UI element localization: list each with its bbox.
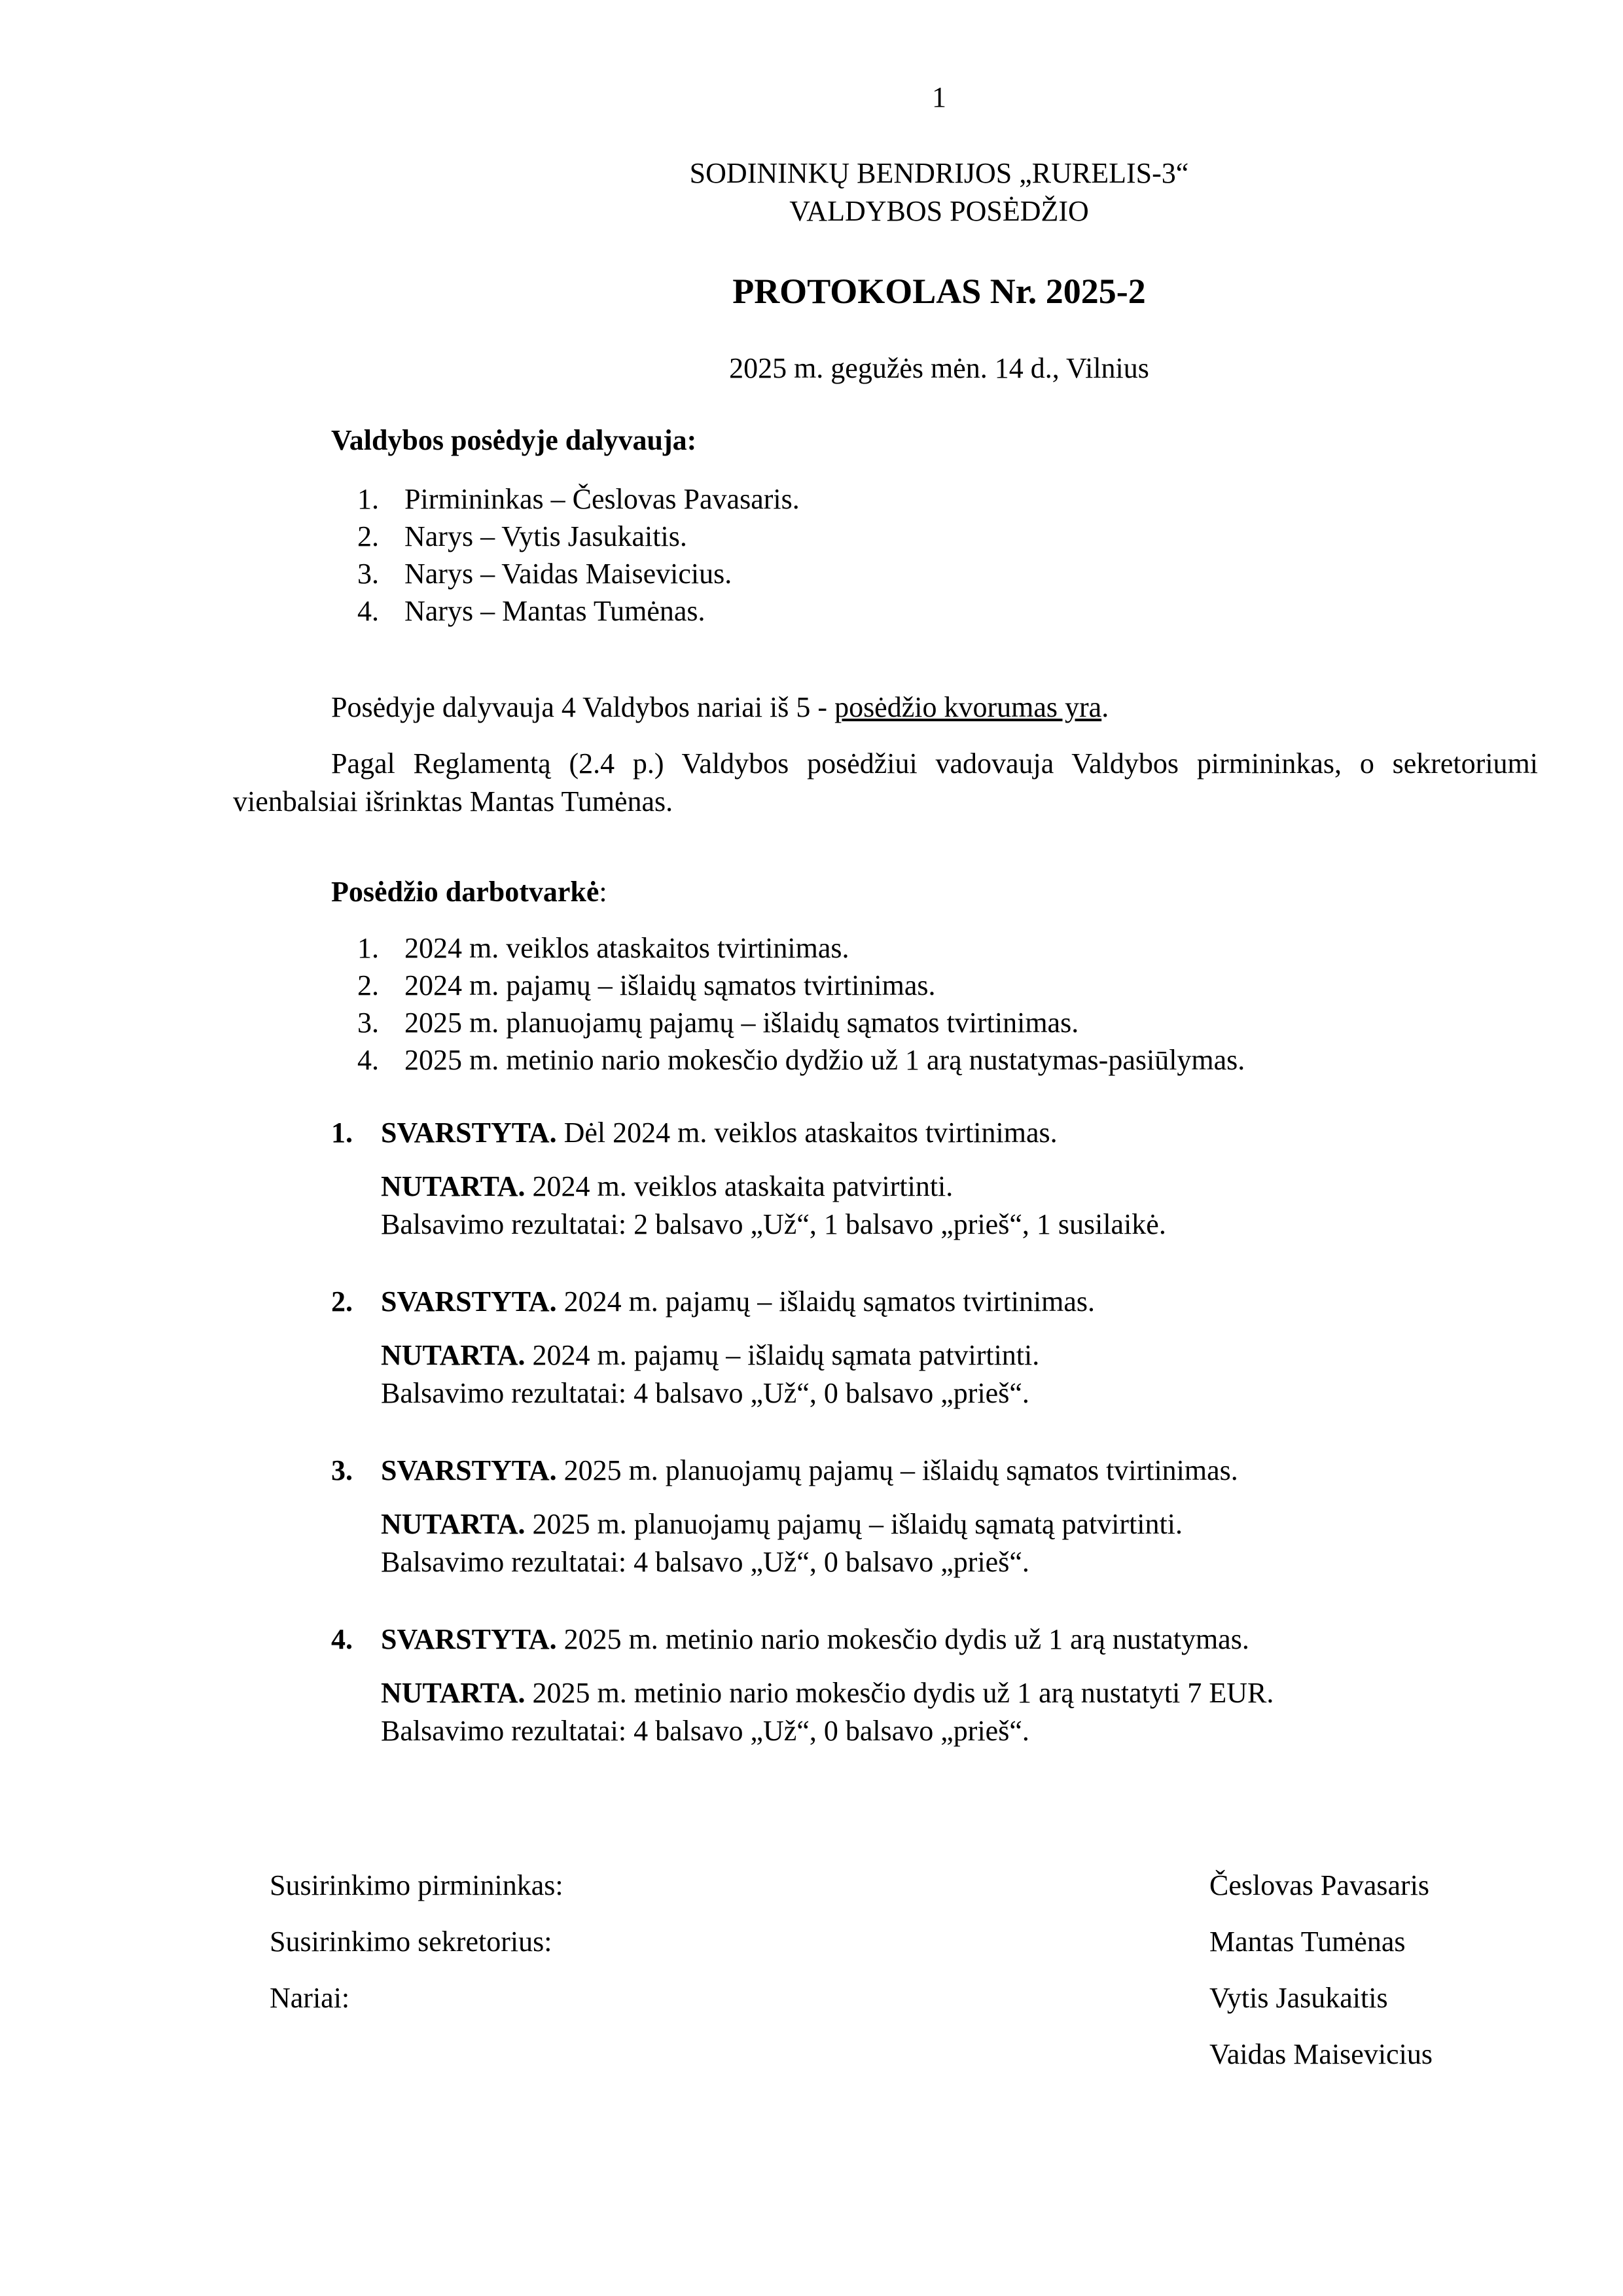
decision-line — [331, 1336, 1509, 1374]
considered-keyword: SVARSTYTA. — [381, 1117, 557, 1149]
considered-line — [331, 1621, 1509, 1659]
regulation-paragraph: Pagal Reglamentą (2.4 p.) Valdybos posėdžiui vadovauja Valdybos pirmininkas, o sekretoriumi vienbalsiai išrinktas Mantas Tumėnas. — [233, 747, 1538, 817]
decided-text: 2025 m. planuojamų pajamų – išlaidų sąmatą patvirtinti. — [525, 1508, 1183, 1540]
attendee-text: Narys – Vytis Jasukaitis. — [404, 520, 687, 552]
list-number: 3. — [357, 1007, 379, 1039]
page-number: 1 — [932, 81, 946, 113]
attendee-item — [357, 480, 800, 518]
chair-name: Česlovas Pavasaris — [1209, 1869, 1430, 1901]
vote-result: Balsavimo rezultatai: 4 balsavo „Už“, 0 balsavo „prieš“. — [381, 1546, 1029, 1578]
quorum-end: . — [1101, 691, 1109, 723]
agenda-list — [357, 929, 1245, 1079]
chair-label: Susirinkimo pirmininkas: — [270, 1869, 563, 1901]
item-number: 3. — [331, 1454, 353, 1486]
considered-text: 2025 m. metinio nario mokesčio dydis už 1 arą nustatymas. — [556, 1623, 1249, 1655]
attendee-item — [357, 555, 800, 592]
decided-text: 2024 m. pajamų – išlaidų sąmata patvirtinti. — [525, 1339, 1040, 1371]
list-number: 4. — [357, 595, 379, 627]
list-number: 1. — [357, 932, 379, 964]
attendees-list — [357, 480, 800, 630]
item-number: 2. — [331, 1285, 353, 1318]
agenda-text: 2024 m. veiklos ataskaitos tvirtinimas. — [404, 932, 849, 964]
decided-keyword: NUTARTA. — [381, 1170, 526, 1202]
considered-text: 2024 m. pajamų – išlaidų sąmatos tvirtinimas. — [556, 1285, 1096, 1318]
resolution-item — [331, 1452, 1509, 1581]
agenda-item — [357, 1004, 1245, 1041]
resolution-item — [331, 1621, 1509, 1750]
decided-text: 2024 m. veiklos ataskaita patvirtinti. — [525, 1170, 954, 1202]
list-number: 3. — [357, 558, 379, 590]
considered-text: 2025 m. planuojamų pajamų – išlaidų sąmatos tvirtinimas. — [556, 1454, 1238, 1486]
secretary-name: Mantas Tumėnas — [1209, 1926, 1406, 1958]
agenda-heading — [331, 873, 607, 911]
member-name: Vaidas Maisevicius — [1209, 2038, 1433, 2070]
decision-line — [331, 1674, 1509, 1712]
decided-keyword: NUTARTA. — [381, 1677, 526, 1709]
quorum-text: Posėdyje dalyvauja 4 Valdybos nariai iš 5 - — [331, 691, 835, 723]
agenda-text: 2024 m. pajamų – išlaidų sąmatos tvirtinimas. — [404, 969, 936, 1001]
list-number: 4. — [357, 1044, 379, 1076]
vote-result: Balsavimo rezultatai: 2 balsavo „Už“, 1 balsavo „prieš“, 1 susilaikė. — [381, 1208, 1166, 1240]
considered-keyword: SVARSTYTA. — [381, 1623, 557, 1655]
vote-result: Balsavimo rezultatai: 4 balsavo „Už“, 0 balsavo „prieš“. — [381, 1715, 1029, 1747]
list-number: 2. — [357, 969, 379, 1001]
attendee-text: Narys – Vaidas Maisevicius. — [404, 558, 732, 590]
attendee-item — [357, 592, 800, 630]
list-number: 2. — [357, 520, 379, 552]
attendee-text: Narys – Mantas Tumėnas. — [404, 595, 705, 627]
attendee-text: Pirmininkas – Česlovas Pavasaris. — [404, 483, 800, 515]
meeting-type: VALDYBOS POSĖDŽIO — [789, 195, 1089, 227]
considered-text: Dėl 2024 m. veiklos ataskaitos tvirtinimas. — [556, 1117, 1058, 1149]
quorum-statement — [331, 689, 1109, 726]
agenda-text: 2025 m. metinio nario mokesčio dydžio už 1 arą nustatymas-pasiūlymas. — [404, 1044, 1245, 1076]
agenda-heading-colon: : — [599, 876, 607, 908]
members-label: Nariai: — [270, 1982, 350, 2014]
decision-line — [331, 1505, 1509, 1543]
agenda-heading-text: Posėdžio darbotvarkė — [331, 876, 599, 908]
quorum-highlight: posėdžio kvorumas yra — [834, 691, 1102, 723]
document-title: PROTOKOLAS Nr. 2025-2 — [732, 272, 1146, 311]
considered-line — [331, 1452, 1509, 1490]
attendee-item — [357, 518, 800, 555]
resolution-item — [331, 1114, 1509, 1244]
considered-line — [331, 1283, 1509, 1321]
member-name: Vytis Jasukaitis — [1209, 1982, 1388, 2014]
agenda-item — [357, 1041, 1245, 1079]
considered-keyword: SVARSTYTA. — [381, 1454, 557, 1486]
agenda-item — [357, 929, 1245, 967]
decided-keyword: NUTARTA. — [381, 1339, 526, 1371]
vote-result: Balsavimo rezultatai: 4 balsavo „Už“, 0 balsavo „prieš“. — [381, 1377, 1029, 1409]
organization-name: SODININKŲ BENDRIJOS „RURELIS-3“ — [689, 157, 1189, 189]
item-number: 4. — [331, 1623, 353, 1655]
attendees-heading: Valdybos posėdyje dalyvauja: — [331, 424, 697, 456]
considered-line — [331, 1114, 1509, 1152]
decision-line — [331, 1168, 1509, 1206]
agenda-text: 2025 m. planuojamų pajamų – išlaidų sąmatos tvirtinimas. — [404, 1007, 1079, 1039]
considered-keyword: SVARSTYTA. — [381, 1285, 557, 1318]
agenda-item — [357, 967, 1245, 1004]
resolution-item — [331, 1283, 1509, 1412]
decided-text: 2025 m. metinio nario mokesčio dydis už 1 arą nustatyti 7 EUR. — [525, 1677, 1274, 1709]
item-number: 1. — [331, 1117, 353, 1149]
secretary-label: Susirinkimo sekretorius: — [270, 1926, 552, 1958]
decided-keyword: NUTARTA. — [381, 1508, 526, 1540]
list-number: 1. — [357, 483, 379, 515]
document-date-place: 2025 m. gegužės mėn. 14 d., Vilnius — [729, 352, 1149, 384]
